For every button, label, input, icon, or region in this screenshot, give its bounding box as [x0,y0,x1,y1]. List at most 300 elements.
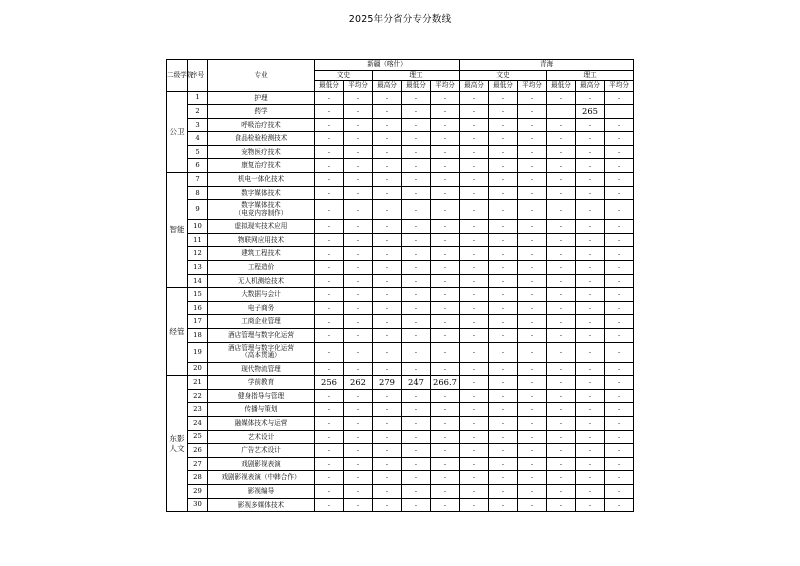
score-cell: - [518,91,547,105]
score-cell: 266.7 [431,376,460,390]
score-cell: - [315,342,344,362]
score-cell: - [576,118,605,132]
table-row [167,301,634,315]
score-cell: - [373,471,402,485]
score-cell: - [489,315,518,329]
score-cell: - [315,389,344,403]
score-cell: - [373,186,402,200]
score-cell: - [547,457,576,471]
score-cell: - [605,457,634,471]
score-cell: - [431,186,460,200]
score-cell: - [315,362,344,376]
score-cell: - [402,389,431,403]
score-column-header: 最低分 [402,81,431,92]
major-name-cell: 食品检验检测技术 [208,132,315,146]
score-cell: - [431,471,460,485]
table-row [167,342,634,362]
score-cell: - [373,173,402,187]
score-cell: - [344,471,373,485]
major-name-cell: 影视多媒体技术 [208,498,315,512]
track-header: 文史 [460,70,547,81]
score-cell: - [402,471,431,485]
score-cell: - [605,362,634,376]
major-column-header: 专业 [208,60,315,92]
score-cell: - [431,173,460,187]
score-cell: - [547,91,576,105]
college-name-cell: 经管 [167,288,188,376]
score-cell: - [547,145,576,159]
score-cell: - [605,118,634,132]
table-row [167,376,634,390]
major-name-cell: 药学 [208,105,315,119]
score-cell: - [576,403,605,417]
score-cell: 256 [315,376,344,390]
score-cell: - [605,444,634,458]
score-cell: - [605,91,634,105]
score-cell: - [489,233,518,247]
score-cell: - [315,159,344,173]
score-cell: - [460,105,489,119]
score-cell: - [547,220,576,234]
score-cell: - [344,444,373,458]
score-cell: - [489,91,518,105]
score-cell: - [518,288,547,302]
score-cell: - [605,301,634,315]
score-cell: - [373,315,402,329]
score-cell: - [344,220,373,234]
score-cell: - [373,301,402,315]
major-name-cell: 酒店管理与数字化运营 （高本贯通） [208,342,315,362]
score-cell: - [518,498,547,512]
score-cell: - [402,220,431,234]
table-row [167,288,634,302]
table-row [167,444,634,458]
table-row [167,261,634,275]
score-cell: - [315,444,344,458]
score-cell: - [518,471,547,485]
score-cell: - [460,186,489,200]
score-cell: - [373,416,402,430]
score-cell: - [344,159,373,173]
score-column-header: 最高分 [460,81,489,92]
score-cell: - [576,301,605,315]
score-cell: - [373,233,402,247]
table-header [167,60,634,92]
score-cell: - [576,132,605,146]
college-name-cell: 东影 人文 [167,376,188,512]
score-cell: - [373,247,402,261]
score-cell: - [402,288,431,302]
row-number-cell: 18 [188,329,208,343]
score-cell: - [518,118,547,132]
document-title: 2025年分省分专分数线 [348,14,452,25]
score-cell: - [547,261,576,275]
major-name-cell: 大数据与会计 [208,288,315,302]
table-row [167,233,634,247]
major-name-cell: 虚拟现实技术应用 [208,220,315,234]
table-row [167,457,634,471]
score-cell: - [373,329,402,343]
score-cell: - [576,430,605,444]
table-row [167,430,634,444]
score-cell: - [402,274,431,288]
score-cell: - [431,145,460,159]
score-cell: - [489,389,518,403]
row-number-cell: 26 [188,444,208,458]
score-cell: - [547,342,576,362]
score-cell: - [402,301,431,315]
score-cell: - [315,220,344,234]
score-cell: - [518,430,547,444]
row-number-cell: 15 [188,288,208,302]
row-number-cell: 28 [188,471,208,485]
score-cell: - [489,247,518,261]
score-cell: - [373,403,402,417]
score-cell: - [431,403,460,417]
score-cell: - [315,200,344,220]
score-cell: - [460,484,489,498]
major-name-cell: 呼吸治疗技术 [208,118,315,132]
score-cell: - [489,288,518,302]
score-cell: - [547,274,576,288]
row-number-cell: 4 [188,132,208,146]
score-cell: - [489,362,518,376]
score-cell: - [576,389,605,403]
score-cell: - [315,457,344,471]
score-cell: - [489,342,518,362]
major-name-cell: 宠物医疗技术 [208,145,315,159]
score-cell: - [344,457,373,471]
score-cell: - [605,220,634,234]
row-number-cell: 5 [188,145,208,159]
table-row [167,200,634,220]
score-cell: - [431,200,460,220]
score-cell: - [576,484,605,498]
score-cell: - [576,329,605,343]
score-cell: - [605,261,634,275]
score-cell: - [547,484,576,498]
score-cell: - [460,132,489,146]
score-cell: - [315,315,344,329]
score-cell: - [344,91,373,105]
score-cell: - [605,484,634,498]
score-cell: - [489,444,518,458]
score-cell: - [489,261,518,275]
score-table [166,59,634,512]
score-cell: - [344,118,373,132]
score-column-header: 最低分 [547,81,576,92]
score-cell: - [489,471,518,485]
score-cell: - [547,233,576,247]
score-cell: - [315,105,344,119]
table-row [167,274,634,288]
score-cell: - [460,362,489,376]
score-cell: - [547,301,576,315]
score-cell: - [402,91,431,105]
score-cell: - [344,233,373,247]
score-cell: - [518,233,547,247]
score-cell: - [489,498,518,512]
score-cell: - [344,145,373,159]
score-cell: - [605,173,634,187]
score-cell: - [605,186,634,200]
score-cell: - [489,118,518,132]
score-cell: - [518,220,547,234]
row-number-cell: 22 [188,389,208,403]
score-cell: - [402,498,431,512]
score-cell: - [576,471,605,485]
row-number-cell: 12 [188,247,208,261]
table-row [167,132,634,146]
row-number-cell: 2 [188,105,208,119]
table-row [167,329,634,343]
score-cell: - [402,105,431,119]
score-cell: - [518,484,547,498]
score-cell: - [576,145,605,159]
score-cell: - [344,261,373,275]
score-cell: - [460,173,489,187]
score-cell: - [489,416,518,430]
score-cell: - [344,274,373,288]
score-cell: - [489,132,518,146]
score-cell: - [605,403,634,417]
score-cell: - [518,145,547,159]
score-cell: - [576,274,605,288]
major-name-cell: 戏剧影视表演 [208,457,315,471]
score-cell: - [402,457,431,471]
score-cell: - [547,288,576,302]
score-column-header: 最低分 [315,81,344,92]
score-cell: - [518,457,547,471]
table-row [167,389,634,403]
score-cell: - [373,484,402,498]
score-cell: - [460,471,489,485]
score-cell: - [576,444,605,458]
score-cell: - [460,342,489,362]
score-cell: - [373,444,402,458]
score-cell: - [518,261,547,275]
score-cell: - [489,186,518,200]
score-cell: 262 [344,376,373,390]
score-cell: - [373,200,402,220]
score-cell: - [576,91,605,105]
score-cell: - [344,416,373,430]
region-header-qinghai: 青海 [460,60,634,71]
score-cell: - [344,301,373,315]
score-cell: - [344,430,373,444]
score-cell: - [373,362,402,376]
score-cell: - [518,362,547,376]
score-cell: - [460,430,489,444]
score-cell: - [460,416,489,430]
score-cell: - [402,329,431,343]
score-cell: - [402,416,431,430]
score-cell: - [402,145,431,159]
score-column-header: 平均分 [431,81,460,92]
score-cell: - [315,498,344,512]
major-name-cell: 护理 [208,91,315,105]
score-cell: - [402,315,431,329]
score-cell: - [431,159,460,173]
score-cell: - [315,261,344,275]
score-cell: - [315,416,344,430]
score-cell: - [576,220,605,234]
major-name-cell: 数字媒体技术 （电竞内容制作） [208,200,315,220]
major-name-cell: 影视编导 [208,484,315,498]
row-number-cell: 13 [188,261,208,275]
score-cell: - [576,200,605,220]
score-cell: - [431,220,460,234]
score-column-header: 最高分 [373,81,402,92]
score-cell: - [518,173,547,187]
score-cell: - [547,132,576,146]
score-cell: - [605,200,634,220]
score-cell: - [460,274,489,288]
score-cell: - [605,342,634,362]
major-name-cell: 电子商务 [208,301,315,315]
score-cell: - [373,261,402,275]
college-column-header: 二级学院 [167,60,188,92]
major-name-cell: 建筑工程技术 [208,247,315,261]
score-cell: 265 [576,105,605,119]
score-cell: - [344,315,373,329]
score-cell: - [547,403,576,417]
score-cell: - [605,416,634,430]
score-cell: - [315,91,344,105]
score-cell: - [373,342,402,362]
table-body [167,91,634,512]
score-cell: - [402,200,431,220]
table-row [167,118,634,132]
major-name-cell: 机电一体化技术 [208,173,315,187]
table-row [167,145,634,159]
score-cell: - [547,498,576,512]
score-cell: - [518,444,547,458]
row-number-cell: 23 [188,403,208,417]
score-cell: - [547,159,576,173]
score-cell: - [460,145,489,159]
score-cell: - [344,389,373,403]
table-row [167,362,634,376]
score-cell: - [547,471,576,485]
score-cell: - [373,430,402,444]
score-cell: - [315,145,344,159]
score-cell: - [547,376,576,390]
table-row [167,315,634,329]
score-cell: - [315,430,344,444]
score-cell: - [460,91,489,105]
major-name-cell: 康复治疗技术 [208,159,315,173]
score-cell: - [373,457,402,471]
score-cell: - [518,342,547,362]
score-cell: - [605,498,634,512]
score-cell: - [547,186,576,200]
score-cell: - [576,376,605,390]
score-cell: - [402,444,431,458]
score-cell: - [460,498,489,512]
score-cell: - [431,498,460,512]
row-number-cell: 27 [188,457,208,471]
score-cell: - [576,498,605,512]
score-cell: - [344,403,373,417]
score-cell: - [344,342,373,362]
table-row [167,471,634,485]
table-row [167,186,634,200]
row-number-cell: 25 [188,430,208,444]
score-cell: - [576,261,605,275]
score-cell: - [605,329,634,343]
score-cell: - [402,484,431,498]
index-column-header: 序号 [188,60,208,92]
major-name-cell: 数字媒体技术 [208,186,315,200]
score-cell: - [605,247,634,261]
table-row [167,159,634,173]
score-cell: - [460,118,489,132]
score-column-header: 平均分 [344,81,373,92]
track-header: 理工 [547,70,634,81]
track-header: 理工 [373,70,460,81]
score-cell: - [547,362,576,376]
score-cell: - [460,261,489,275]
row-number-cell: 11 [188,233,208,247]
major-name-cell: 艺术设计 [208,430,315,444]
score-cell: - [315,471,344,485]
score-cell: - [344,105,373,119]
score-column-header: 平均分 [605,81,634,92]
table-row [167,247,634,261]
score-cell: - [489,484,518,498]
score-cell: - [431,274,460,288]
row-number-cell: 9 [188,200,208,220]
score-cell: - [373,274,402,288]
score-cell: - [402,186,431,200]
major-name-cell: 物联网应用技术 [208,233,315,247]
score-cell: - [489,376,518,390]
score-cell: - [315,301,344,315]
score-cell: - [518,200,547,220]
score-cell: - [344,200,373,220]
score-cell: - [460,403,489,417]
score-cell: - [605,471,634,485]
score-cell: - [489,430,518,444]
score-cell: - [605,389,634,403]
score-cell: - [489,301,518,315]
score-cell: - [373,159,402,173]
score-cell: - [547,416,576,430]
major-name-cell: 现代物流管理 [208,362,315,376]
score-cell: - [373,498,402,512]
score-cell: - [518,329,547,343]
score-cell: - [344,132,373,146]
score-cell: - [431,342,460,362]
score-cell: - [431,105,460,119]
score-cell: - [576,362,605,376]
score-cell: - [489,403,518,417]
score-cell: - [402,247,431,261]
score-cell: - [460,220,489,234]
score-cell: - [489,220,518,234]
score-cell: - [460,389,489,403]
score-cell: - [373,145,402,159]
score-cell: - [489,274,518,288]
row-number-cell: 16 [188,301,208,315]
score-cell: - [344,247,373,261]
score-cell: - [547,200,576,220]
score-cell: - [605,430,634,444]
score-cell: - [518,186,547,200]
score-cell: - [518,132,547,146]
score-cell: - [344,498,373,512]
